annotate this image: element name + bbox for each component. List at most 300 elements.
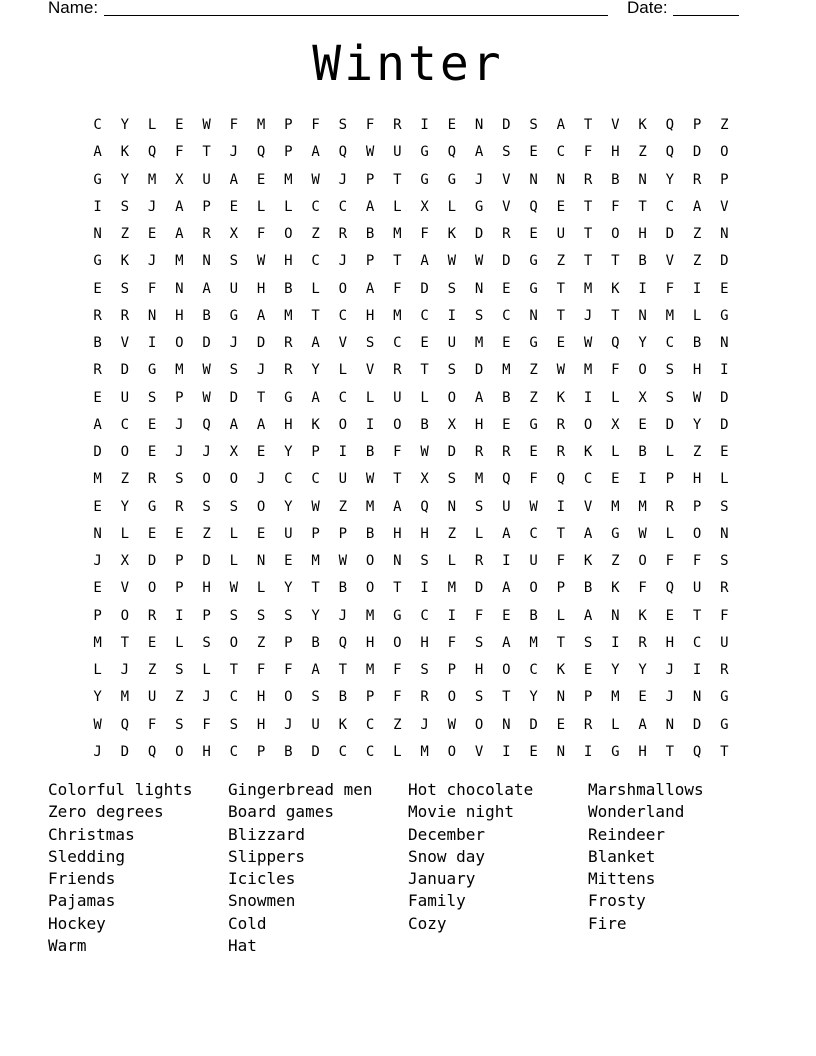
grid-letter: A — [502, 525, 511, 542]
grid-letter: E — [529, 144, 538, 161]
grid-letter: N — [720, 525, 729, 542]
grid-letter: N — [474, 117, 484, 133]
grid-letter: A — [229, 171, 239, 188]
grid-letter: H — [420, 525, 429, 542]
grid-letter: Y — [529, 689, 538, 706]
word-list-item: Snow day — [408, 846, 486, 866]
grid-letter: I — [93, 198, 102, 215]
grid-letter: L — [175, 634, 184, 651]
grid-row — [84, 303, 738, 330]
grid-letter: N — [638, 307, 647, 324]
grid-letter: K — [120, 144, 130, 161]
grid-letter: A — [502, 580, 511, 597]
grid-letter: L — [120, 525, 130, 542]
grid-letter: P — [311, 525, 320, 542]
grid-row — [84, 684, 738, 711]
grid-letter: T — [583, 226, 593, 242]
grid-letter: I — [720, 362, 729, 379]
grid-letter: T — [611, 253, 620, 270]
grid-letter: O — [393, 634, 402, 651]
grid-letter: G — [529, 253, 538, 270]
grid-letter: N — [474, 280, 484, 297]
word-list-item: Snowmen — [228, 891, 296, 911]
word-list-item: Blanket — [588, 846, 656, 866]
grid-letter: I — [147, 335, 157, 351]
grid-letter: G — [720, 307, 729, 324]
grid-letter: D — [120, 362, 130, 379]
grid-letter: F — [611, 362, 620, 379]
word-list-item: Family — [408, 891, 466, 911]
grid-letter: M — [420, 743, 429, 760]
grid-letter: T — [583, 117, 593, 133]
grid-letter: M — [256, 117, 266, 133]
grid-letter: M — [93, 634, 102, 651]
grid-letter: E — [529, 444, 538, 460]
grid-letter: M — [529, 634, 538, 651]
grid-letter: U — [338, 471, 348, 488]
grid-letter: Z — [611, 553, 620, 569]
grid-letter: Q — [447, 144, 457, 161]
grid-letter: D — [420, 280, 429, 297]
grid-letter: R — [93, 362, 102, 379]
grid-letter: E — [147, 226, 157, 242]
grid-row — [84, 194, 738, 221]
grid-letter: X — [638, 389, 647, 406]
grid-letter: L — [284, 198, 293, 215]
grid-letter: P — [365, 171, 375, 188]
grid-letter: K — [120, 253, 130, 270]
grid-letter: R — [420, 689, 429, 706]
grid-letter: S — [447, 280, 457, 297]
grid-letter: M — [665, 307, 675, 324]
grid-letter: N — [93, 525, 102, 542]
grid-letter: H — [420, 634, 429, 651]
grid-letter: J — [175, 444, 184, 460]
grid-letter: Z — [393, 716, 402, 733]
grid-letter: B — [365, 525, 375, 542]
grid-letter: C — [420, 307, 429, 324]
grid-letter: Q — [665, 144, 675, 161]
grid-row — [84, 412, 738, 439]
grid-letter: D — [202, 553, 211, 569]
grid-letter: J — [474, 171, 484, 188]
grid-letter: A — [175, 198, 184, 215]
grid-letter: P — [284, 117, 293, 133]
grid-letter: O — [474, 716, 484, 733]
grid-letter: H — [284, 416, 293, 433]
grid-letter: E — [147, 634, 157, 651]
grid-letter: D — [665, 416, 675, 433]
grid-letter: G — [284, 389, 293, 406]
grid-letter: F — [692, 553, 702, 569]
grid-letter: D — [692, 144, 702, 161]
grid-letter: G — [447, 171, 457, 188]
grid-letter: P — [202, 198, 211, 215]
grid-letter: N — [529, 171, 538, 188]
grid-letter: W — [420, 444, 429, 460]
grid-letter: E — [147, 416, 157, 433]
grid-letter: J — [93, 743, 102, 760]
grid-letter: Y — [284, 498, 293, 515]
grid-letter: R — [638, 634, 647, 651]
grid-letter: T — [583, 253, 593, 270]
grid-letter: H — [256, 716, 266, 733]
grid-letter: E — [256, 525, 266, 542]
grid-letter: O — [120, 444, 130, 460]
grid-letter: F — [393, 689, 402, 706]
grid-letter: S — [720, 498, 729, 515]
grid-letter: S — [120, 198, 130, 215]
grid-letter: D — [720, 389, 729, 406]
grid-letter: X — [175, 171, 184, 188]
grid-letter: L — [611, 444, 620, 460]
grid-letter: T — [583, 198, 593, 215]
grid-letter: A — [556, 117, 566, 133]
grid-letter: Z — [692, 253, 702, 270]
grid-row — [84, 221, 738, 248]
grid-letter: R — [502, 226, 511, 242]
grid-letter: W — [365, 471, 375, 488]
grid-letter: Y — [120, 171, 130, 188]
grid-letter: Y — [638, 662, 647, 678]
grid-letter: E — [256, 171, 266, 188]
grid-letter: W — [202, 389, 211, 406]
grid-letter: W — [447, 253, 457, 270]
grid-letter: B — [638, 444, 647, 460]
grid-letter: S — [447, 362, 457, 379]
grid-letter: N — [393, 553, 402, 569]
grid-letter: Z — [529, 389, 538, 406]
grid-letter: P — [93, 607, 102, 624]
grid-letter: A — [583, 525, 593, 542]
grid-letter: T — [611, 307, 620, 324]
grid-letter: R — [147, 471, 157, 488]
grid-letter: C — [338, 198, 348, 215]
grid-letter: Y — [638, 335, 647, 351]
grid-letter: I — [638, 280, 647, 297]
grid-letter: B — [311, 634, 320, 651]
grid-letter: Y — [665, 171, 675, 188]
grid-row — [84, 385, 738, 412]
grid-letter: R — [474, 553, 484, 569]
grid-letter: T — [556, 307, 566, 324]
grid-letter: C — [420, 607, 429, 624]
grid-letter: A — [474, 144, 484, 161]
grid-letter: F — [393, 662, 402, 678]
grid-letter: Z — [256, 634, 266, 651]
grid-letter: T — [311, 307, 320, 324]
grid-letter: O — [583, 416, 593, 433]
grid-letter: V — [583, 498, 593, 515]
grid-letter: R — [502, 444, 511, 460]
grid-letter: F — [147, 280, 157, 297]
grid-letter: R — [284, 362, 293, 379]
grid-letter: P — [284, 634, 293, 651]
grid-letter: X — [420, 471, 429, 488]
grid-letter: O — [447, 743, 457, 760]
grid-letter: S — [474, 307, 484, 324]
grid-row — [84, 248, 738, 275]
grid-letter: B — [338, 580, 348, 597]
grid-letter: B — [692, 335, 702, 351]
grid-letter: J — [256, 362, 266, 379]
grid-letter: U — [502, 498, 511, 515]
grid-row — [84, 712, 738, 739]
grid-letter: I — [611, 634, 620, 651]
grid-letter: C — [311, 198, 320, 215]
grid-letter: J — [583, 307, 593, 324]
grid-letter: R — [583, 171, 593, 188]
grid-letter: H — [611, 144, 620, 161]
grid-letter: R — [556, 444, 566, 460]
grid-letter: I — [447, 307, 457, 324]
grid-letter: N — [147, 307, 157, 324]
grid-letter: S — [120, 280, 130, 297]
grid-letter: O — [692, 525, 702, 542]
grid-letter: R — [120, 307, 130, 324]
grid-letter: V — [502, 198, 511, 215]
grid-letter: T — [202, 144, 211, 161]
grid-letter: C — [338, 743, 348, 760]
grid-letter: Q — [502, 471, 511, 488]
grid-letter: O — [502, 662, 511, 678]
grid-row — [84, 739, 738, 766]
grid-letter: W — [202, 362, 211, 379]
grid-letter: T — [556, 634, 566, 651]
grid-letter: A — [393, 498, 402, 515]
grid-letter: E — [147, 444, 157, 460]
grid-letter: K — [638, 607, 647, 624]
grid-letter: S — [474, 689, 484, 706]
grid-letter: J — [338, 171, 348, 188]
grid-letter: R — [692, 171, 702, 188]
grid-letter: R — [665, 498, 675, 515]
grid-letter: G — [529, 335, 538, 351]
grid-letter: S — [365, 335, 375, 351]
grid-letter: M — [120, 689, 130, 706]
grid-letter: P — [720, 171, 729, 188]
grid-letter: H — [474, 416, 484, 433]
grid-letter: U — [229, 280, 239, 297]
grid-letter: T — [338, 662, 348, 678]
grid-letter: O — [638, 362, 647, 379]
grid-letter: T — [665, 743, 675, 760]
grid-letter: N — [502, 716, 511, 733]
grid-letter: C — [665, 198, 675, 215]
grid-letter: A — [583, 607, 593, 624]
grid-letter: I — [692, 280, 702, 297]
grid-letter: M — [638, 498, 647, 515]
grid-letter: F — [583, 144, 593, 161]
grid-letter: O — [720, 144, 729, 161]
grid-letter: M — [365, 498, 375, 515]
grid-letter: Q — [202, 416, 211, 433]
grid-letter: J — [147, 198, 157, 215]
grid-letter: P — [284, 144, 293, 161]
grid-letter: Z — [720, 117, 729, 133]
grid-letter: W — [311, 498, 320, 515]
grid-letter: S — [338, 117, 348, 133]
grid-letter: M — [583, 362, 593, 379]
grid-letter: K — [311, 416, 320, 433]
grid-letter: N — [256, 553, 266, 569]
grid-letter: S — [202, 634, 211, 651]
grid-letter: T — [256, 389, 266, 406]
grid-letter: I — [638, 471, 647, 488]
grid-letter: E — [147, 525, 157, 542]
grid-letter: U — [447, 335, 457, 351]
grid-letter: A — [93, 416, 102, 433]
grid-letter: L — [93, 662, 102, 678]
grid-letter: Q — [338, 144, 348, 161]
grid-letter: A — [365, 280, 375, 297]
grid-letter: E — [284, 553, 293, 569]
grid-letter: D — [93, 444, 102, 460]
grid-letter: G — [529, 280, 538, 297]
grid-letter: T — [393, 253, 402, 270]
grid-letter: P — [692, 498, 702, 515]
grid-letter: Y — [93, 689, 102, 706]
grid-letter: X — [420, 198, 429, 215]
grid-letter: D — [120, 743, 130, 760]
word-list-item: Zero degrees — [48, 802, 164, 822]
grid-letter: Y — [120, 117, 130, 133]
grid-letter: W — [692, 389, 702, 406]
grid-letter: R — [147, 607, 157, 624]
grid-letter: Q — [420, 498, 429, 515]
grid-letter: L — [256, 580, 266, 597]
word-list-item: Colorful lights — [48, 780, 193, 799]
grid-letter: I — [175, 607, 184, 624]
grid-letter: F — [365, 117, 375, 133]
grid-letter: G — [720, 689, 729, 706]
grid-letter: E — [93, 389, 102, 406]
grid-letter: F — [474, 607, 484, 624]
grid-letter: V — [611, 117, 620, 133]
grid-letter: A — [420, 253, 429, 270]
word-list-item: December — [408, 824, 486, 844]
grid-letter: T — [420, 362, 429, 379]
grid-letter: Q — [147, 743, 157, 760]
grid-letter: E — [502, 416, 511, 433]
grid-row — [84, 466, 738, 493]
grid-letter: E — [665, 607, 675, 624]
grid-letter: E — [720, 444, 729, 460]
grid-letter: I — [502, 553, 511, 569]
grid-letter: H — [202, 743, 211, 760]
grid-letter: O — [529, 580, 538, 597]
grid-letter: N — [175, 280, 184, 297]
grid-letter: D — [311, 743, 320, 760]
grid-letter: N — [611, 607, 620, 624]
grid-letter: G — [474, 198, 484, 215]
grid-row — [84, 521, 738, 548]
grid-letter: Y — [120, 498, 130, 515]
grid-letter: X — [229, 226, 239, 242]
grid-letter: O — [175, 335, 184, 351]
grid-letter: E — [720, 280, 729, 297]
grid-letter: R — [175, 498, 184, 515]
grid-letter: F — [638, 580, 647, 597]
grid-letter: X — [447, 416, 457, 433]
grid-letter: T — [311, 580, 320, 597]
grid-letter: F — [147, 716, 157, 733]
grid-letter: B — [365, 226, 375, 242]
grid-letter: D — [720, 416, 729, 433]
grid-letter: C — [529, 525, 538, 542]
grid-letter: A — [311, 662, 320, 678]
grid-letter: R — [393, 117, 402, 133]
page-title: Winter — [312, 36, 504, 92]
grid-letter: L — [447, 198, 457, 215]
word-list-item: Mittens — [588, 869, 656, 889]
grid-letter: B — [93, 335, 102, 351]
grid-letter: W — [556, 362, 566, 379]
grid-letter: F — [256, 662, 266, 678]
word-list-item: Friends — [48, 869, 116, 889]
grid-letter: N — [556, 689, 566, 706]
grid-letter: F — [256, 226, 266, 242]
grid-letter: F — [720, 607, 729, 624]
grid-letter: K — [611, 580, 620, 597]
grid-letter: K — [556, 389, 566, 406]
grid-letter: V — [474, 743, 484, 760]
grid-letter: E — [638, 689, 647, 706]
grid-letter: J — [202, 689, 211, 706]
grid-letter: D — [720, 253, 729, 270]
grid-letter: H — [365, 634, 375, 651]
grid-letter: P — [202, 607, 211, 624]
grid-letter: A — [502, 634, 511, 651]
grid-letter: I — [420, 117, 429, 133]
grid-letter: L — [202, 662, 211, 678]
grid-letter: Z — [120, 226, 130, 242]
grid-letter: S — [447, 471, 457, 488]
grid-letter: P — [175, 553, 184, 569]
grid-letter: I — [583, 743, 593, 760]
grid-letter: V — [720, 198, 729, 215]
grid-letter: M — [447, 580, 457, 597]
grid-letter: L — [720, 471, 729, 488]
grid-letter: G — [611, 525, 620, 542]
grid-letter: T — [556, 525, 566, 542]
grid-letter: X — [120, 553, 130, 569]
grid-letter: L — [474, 525, 484, 542]
grid-letter: S — [311, 689, 320, 706]
grid-letter: F — [175, 144, 184, 161]
grid-letter: M — [175, 362, 184, 379]
grid-letter: O — [365, 580, 375, 597]
grid-letter: P — [583, 689, 593, 706]
grid-letter: U — [284, 525, 293, 542]
grid-letter: A — [638, 716, 647, 733]
grid-letter: L — [692, 307, 702, 324]
word-list-item: Board games — [228, 802, 334, 822]
grid-letter: O — [147, 580, 157, 597]
grid-letter: N — [447, 498, 457, 515]
grid-letter: J — [175, 416, 184, 433]
grid-letter: N — [720, 335, 729, 351]
grid-letter: M — [393, 226, 402, 242]
grid-letter: L — [556, 607, 566, 624]
grid-letter: Q — [338, 634, 348, 651]
grid-letter: Q — [529, 198, 538, 215]
word-list-item: Slippers — [228, 846, 306, 866]
grid-letter: Y — [692, 416, 702, 433]
grid-letter: T — [393, 171, 402, 188]
grid-letter: W — [529, 498, 538, 515]
grid-letter: N — [529, 307, 538, 324]
